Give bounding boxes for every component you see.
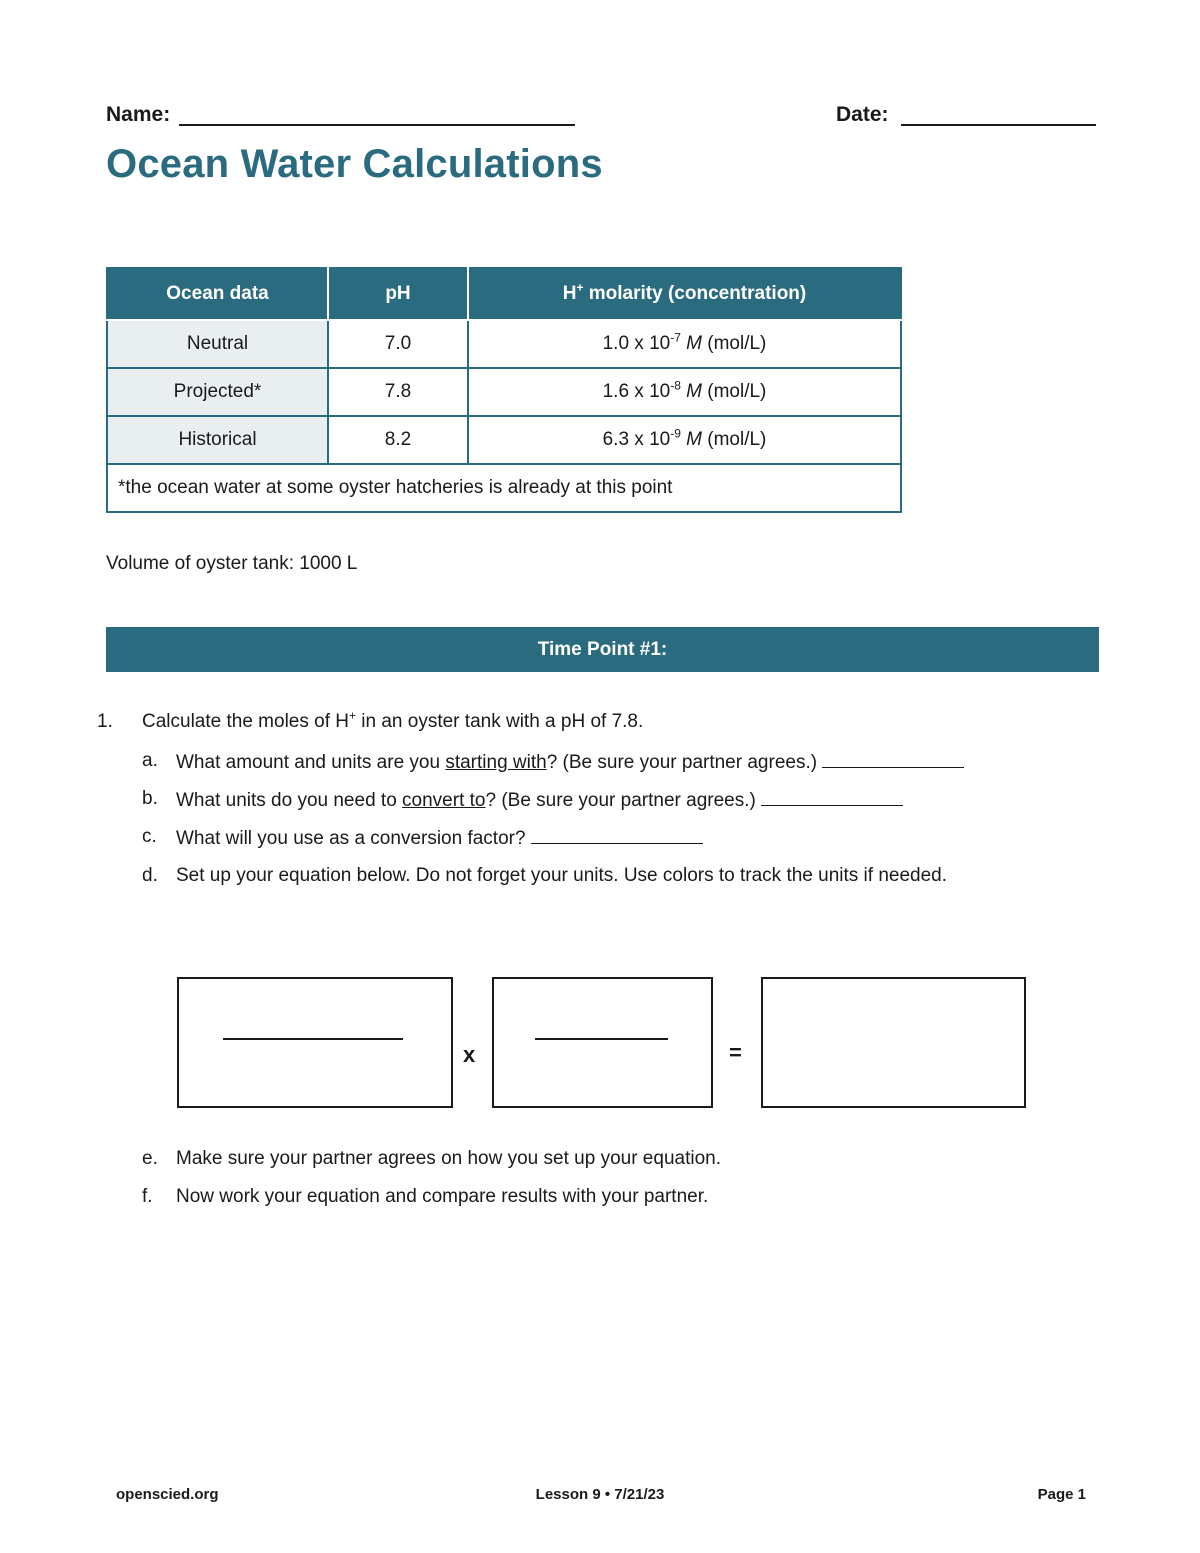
row-molarity: 1.0 x $10^{-7}$ M (mol/L) xyxy=(468,320,901,368)
row-label: Projected* xyxy=(107,368,328,416)
fraction-line xyxy=(535,1038,668,1040)
subq-e: Make sure your partner agrees on how you set up your equation. xyxy=(176,1148,721,1169)
row-molarity: 6.3 x $10^{-9}$ M (mol/L) xyxy=(468,416,901,464)
answer-blank-a[interactable] xyxy=(822,750,964,768)
subq-letter: b. xyxy=(142,788,158,809)
page-title: Ocean Water Calculations xyxy=(106,142,603,186)
tank-volume: Volume of oyster tank: 1000 L xyxy=(106,553,358,574)
subq-c: What will you use as a conversion factor? xyxy=(176,826,703,850)
row-molarity: 1.6 x $10^{-8}$ M (mol/L) xyxy=(468,368,901,416)
footer-lesson: Lesson 9 • 7/21/23 xyxy=(535,1486,665,1503)
subq-f: Now work your equation and compare results with your partner. xyxy=(176,1186,709,1207)
subq-a: What amount and units are you starting with? (Be sure your partner agrees.) xyxy=(176,750,964,774)
time-point-banner: Time Point #1: xyxy=(106,627,1099,672)
fraction-line xyxy=(223,1038,403,1040)
subq-letter: c. xyxy=(142,826,157,847)
date-field[interactable] xyxy=(901,103,1096,126)
ocean-data-table xyxy=(106,267,902,513)
subq-letter: d. xyxy=(142,865,158,886)
table-header-row xyxy=(107,268,901,320)
subq-letter: a. xyxy=(142,750,158,771)
header-ocean-data: Ocean data xyxy=(107,268,328,320)
table-row xyxy=(107,416,901,464)
header-ph: pH xyxy=(328,268,468,320)
row-label: Historical xyxy=(107,416,328,464)
answer-blank-b[interactable] xyxy=(761,788,903,806)
row-ph: 7.0 xyxy=(328,320,468,368)
equation-box-result[interactable] xyxy=(761,977,1026,1108)
question-number: 1. xyxy=(97,711,113,732)
equation-box-conversion[interactable] xyxy=(492,977,713,1108)
subq-b: What units do you need to convert to? (Be sure your partner agrees.) xyxy=(176,788,903,812)
question-text: Calculate the moles of H+ in an oyster tank with a pH of 7.8. xyxy=(142,708,644,732)
times-sign: x xyxy=(463,1042,476,1067)
table-footnote: *the ocean water at some oyster hatcheries is already at this point xyxy=(107,464,901,512)
date-label: Date: xyxy=(836,103,889,126)
name-label: Name: xyxy=(106,103,171,126)
row-ph: 8.2 xyxy=(328,416,468,464)
subq-letter: f. xyxy=(142,1186,153,1207)
table-row xyxy=(107,368,901,416)
table-row xyxy=(107,320,901,368)
equals-sign: = xyxy=(729,1040,742,1065)
subq-letter: e. xyxy=(142,1148,158,1169)
footer-site: openscied.org xyxy=(116,1486,219,1503)
answer-blank-c[interactable] xyxy=(531,826,703,844)
subq-d: Set up your equation below. Do not forget your units. Use colors to track the units if needed. xyxy=(176,865,948,886)
name-field[interactable] xyxy=(179,103,575,126)
header-molarity: H+ molarity (concentration) xyxy=(468,268,901,320)
table-footnote-row xyxy=(107,464,901,512)
footer-page: Page 1 xyxy=(1037,1486,1086,1503)
equation-box-given[interactable] xyxy=(177,977,453,1108)
row-ph: 7.8 xyxy=(328,368,468,416)
row-label: Neutral xyxy=(107,320,328,368)
